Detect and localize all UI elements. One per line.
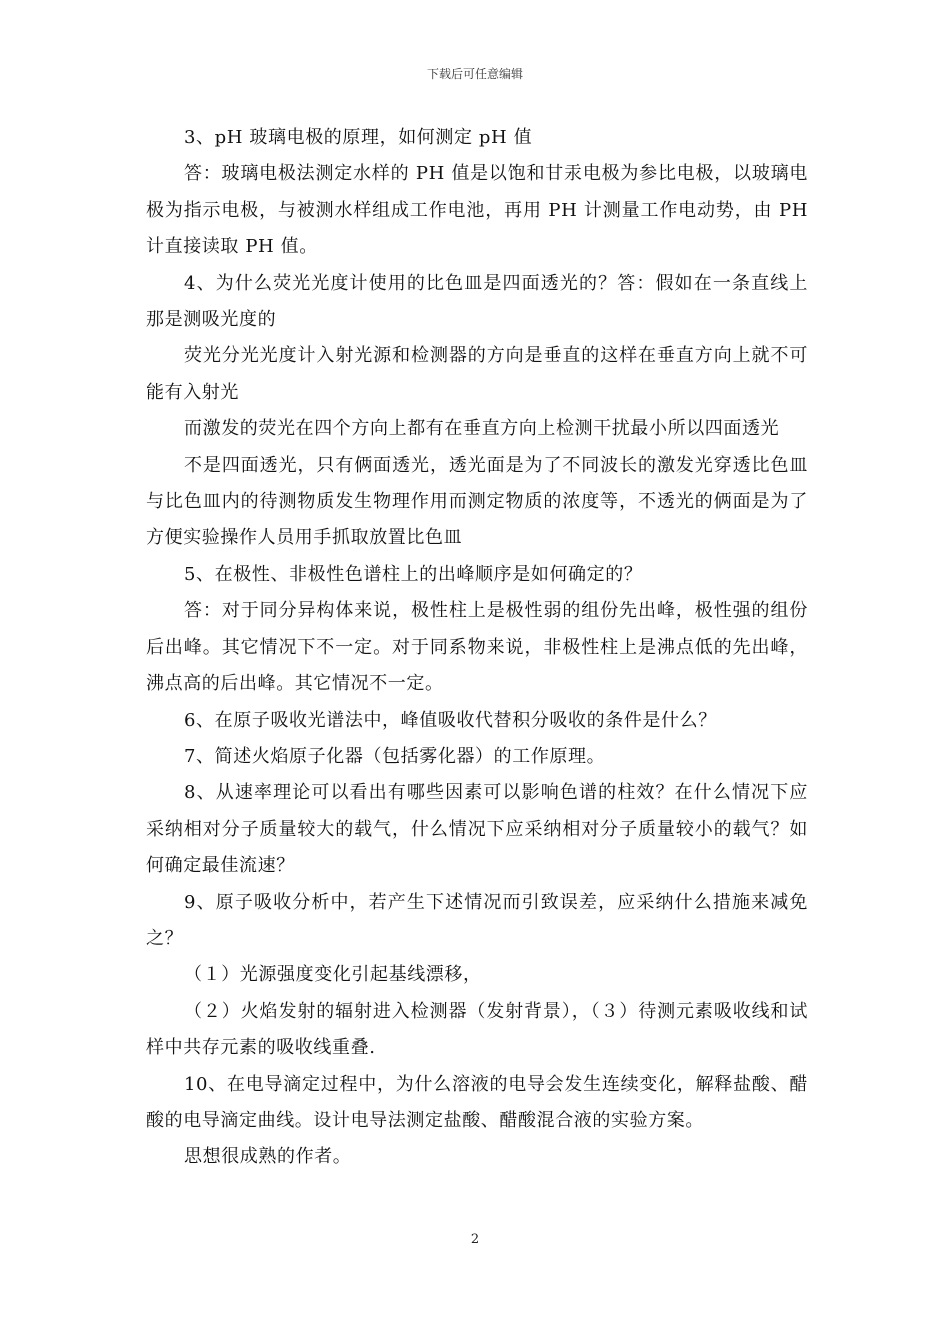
question-10: 10、在电导滴定过程中，为什么溶液的电导会发生连续变化，解释盐酸、醋酸的电导滴定曲线。设计电导法测定盐酸、醋酸混合液的实验方案。 [146, 1073, 808, 1131]
question-6: 6、在原子吸收光谱法中，峰值吸收代替积分吸收的条件是什么？ [184, 709, 717, 731]
question-3: 3、pH 玻璃电极的原理，如何测定 pH 值 [184, 127, 533, 148]
question-8: 8、从速率理论可以看出有哪些因素可以影响色谱的柱效？在什么情况下应采纳相对分子质量较大的载气，什么情况下应采纳相对分子质量较小的载气？如何确定最佳流速？ [146, 782, 808, 877]
closing-remark: 思想很成熟的作者。 [184, 1146, 352, 1168]
answer-4-part-1: 荧光分光光度计入射光源和检测器的方向是垂直的这样在垂直方向上就不可能有入射光 [146, 345, 808, 403]
answer-4-part-3: 不是四面透光，只有俩面透光，透光面是为了不同波长的激发光穿透比色皿与比色皿内的待测物质发生物理作用而测定物质的浓度等，不透光的俩面是为了方便实验操作人员用手抓取放置比色皿 [146, 454, 808, 549]
question-7: 7、简述火焰原子化器（包括雾化器）的工作原理。 [184, 745, 606, 767]
answer-3: 答：玻璃电极法测定水样的 PH 值是以饱和甘汞电极为参比电极，以玻璃电极为指示电极，与被测水样组成工作电池，再用 PH 计测量工作电动势，由 PH 计直接读取 PH 值。 [146, 163, 808, 258]
question-4: 4、为什么荧光光度计使用的比色皿是四面透光的？答：假如在一条直线上那是测吸光度的 [146, 272, 808, 331]
question-5: 5、在极性、非极性色谱柱上的出峰顺序是如何确定的？ [184, 563, 643, 585]
question-9: 9、原子吸收分析中，若产生下述情况而引致误差，应采纳什么措施来减免之？ [146, 891, 808, 949]
answer-5: 答：对于同分异构体来说，极性柱上是极性弱的组份先出峰，极性强的组份后出峰。其它情况下不一定。对于同系物来说，非极性柱上是沸点低的先出峰，沸点高的后出峰。其它情况不一定。 [146, 600, 808, 695]
document-body [146, 120, 808, 1176]
answer-4-part-2: 而激发的荧光在四个方向上都有在垂直方向上检测干扰最小所以四面透光 [184, 418, 780, 440]
question-9-items-2-3: （２）火焰发射的辐射进入检测器（发射背景），（３）待测元素吸收线和试样中共存元素的吸收线重叠. [146, 1000, 808, 1059]
question-9-item-1: （１）光源强度变化引起基线漂移， [184, 964, 482, 986]
page-number: 2 [470, 1232, 480, 1247]
page-header: 下载后可任意编辑 [426, 67, 523, 81]
